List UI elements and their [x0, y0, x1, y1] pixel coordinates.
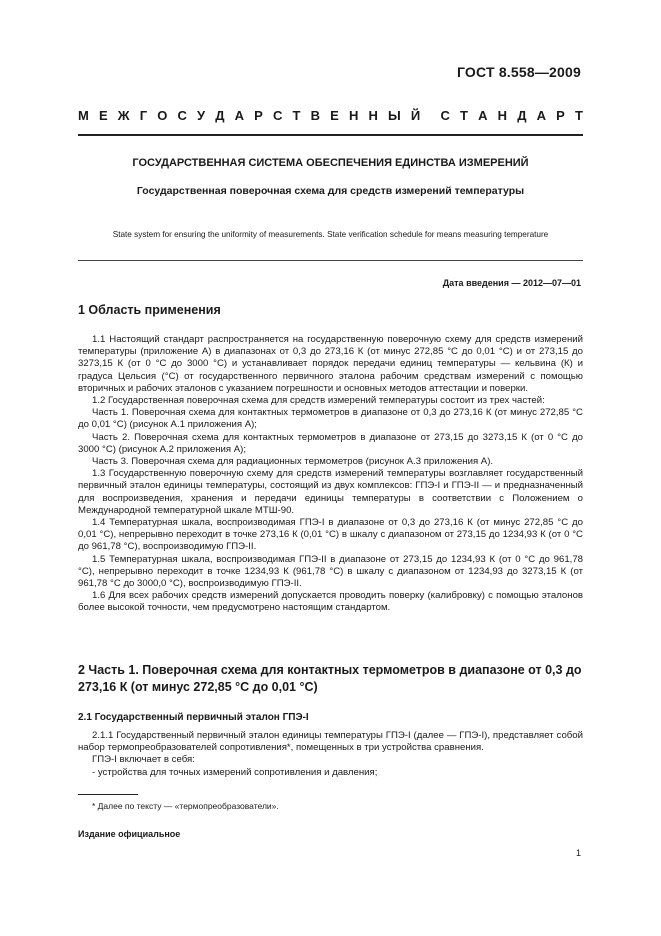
- title-divider: [78, 260, 583, 261]
- document-subtitle: Государственная поверочная схема для средств измерений температуры: [136, 185, 525, 197]
- paragraph: Часть 1. Поверочная схема для контактных термометров в диапазоне от 0,3 до 273,16 К (от минус 272,85 °С до 0,01 °С) (рисунок А.1 приложения А);: [78, 407, 583, 431]
- footnote: * Далее по тексту — «термопреобразователи».: [92, 801, 279, 811]
- subsection-2-1-heading: 2.1 Государственный первичный эталон ГПЭ-I: [78, 712, 309, 723]
- paragraph: 1.1 Настоящий стандарт распространяется на государственную поверочную схему для средств измерений температуры (приложение А) в диапазонах от 0,3 до 273,16 К (от минус 272,85 °С до 0,01 °С) и от 273,15 до 3273,15 К (от 0 °С до 3000 °С) и устанавливает порядок передачи единиц температуры — кельвина (К) и градуса Цельсия (°С) от государственного первичного эталона рабочим средствам измерений с помощью вторичных и рабочих эталонов с указанием погрешности и основных методов аттестации и поверки.: [78, 334, 583, 394]
- banner-letter: В: [310, 108, 320, 123]
- banner-letter: Т: [460, 108, 468, 123]
- edition-label: Издание официальное: [78, 829, 181, 839]
- english-title: State system for ensuring the uniformity of measurements. State verification schedule for means measuring temperature: [112, 230, 549, 239]
- paragraph: - устройства для точных измерений сопротивления и давления;: [92, 766, 378, 778]
- paragraph: 1.6 Для всех рабочих средств измерений допускается проводить поверку (калибровку) с помощью эталонов более высокой точности, чем предусмотрено настоящим стандартом.: [78, 590, 583, 614]
- banner-letter: М: [78, 108, 89, 123]
- banner-letter: А: [234, 108, 245, 123]
- banner-letter: О: [157, 108, 168, 123]
- banner-letter: С: [177, 108, 187, 123]
- paragraph: 1.2 Государственная поверочная схема для средств измерений температуры состоит из трех частей:: [92, 395, 545, 407]
- paragraph: 2.1.1 Государственный первичный эталон единицы температуры ГПЭ-I (далее — ГПЭ-I), представляет собой набор термопреобразователей сопротивления*, помещенных в три устройства сравнения.: [78, 730, 583, 754]
- paragraph: Часть 2. Поверочная схема для контактных термометров в диапазоне от 273,15 до 3273,15 К (от 0 °С до 3000 °С) (рисунок А.2 приложения А);: [78, 431, 583, 455]
- paragraph: 1.5 Температурная шкала, воспроизводимая ГПЭ-II в диапазоне от 273,15 до 1234,93 К (от 0 °С до 961,78 °С), непрерывно переходит в точке 1234,93 К (961,78 °С) в шкалу с диапазоном от 1234,93 до 3273,15 К (от 961,78 °С до 3000,0 °С), воспроизводимую ГПЭ-II.: [78, 553, 583, 590]
- banner-letter: Н: [497, 108, 508, 123]
- banner-letter: Ы: [388, 108, 401, 123]
- document-code: ГОСТ 8.558—2009: [456, 64, 581, 80]
- banner-letter: Д: [215, 108, 225, 123]
- section-2-body: [78, 730, 583, 779]
- banner-letter: Т: [574, 108, 583, 123]
- banner-letter: Т: [292, 108, 301, 123]
- banner-letter: С: [272, 108, 283, 123]
- banner-letter: А: [536, 108, 546, 123]
- section-2-heading: 2 Часть 1. Поверочная схема для контактных термометров в диапазоне от 0,3 до 273,16 К (от минус 272,85 °С до 0,01 °С): [78, 663, 582, 694]
- introduction-date: Дата введения — 2012—07—01: [442, 278, 581, 288]
- header-divider: [78, 134, 583, 136]
- paragraph: 1.4 Температурная шкала, воспроизводимая ГПЭ-I в диапазоне от 0,3 до 273,16 К (от минус 272,85 °С до 0,01 °С), непрерывно переходит в точке 273,16 К (0,01 °С) в шкалу с диапазоном от 273,15 до 1234,93 К (от 0 °С до 961,78 °С), воспроизводимую ГПЭ-II.: [78, 517, 583, 553]
- section-1-body: [78, 334, 583, 615]
- banner-letter: Н: [348, 108, 359, 123]
- banner-letter: А: [478, 108, 488, 123]
- footnote-divider: [78, 794, 138, 795]
- paragraph: 1.3 Государственную поверочную схему для средств измерений температуры возглавляет государственный первичный эталон единицы температуры, состоящий из двух комплексов: ГПЭ-I и ГПЭ-II — и предназначенный для воспроизведения, хранения и передачи единицы температуры в соответствии с Положением о Международной температурной шкале МТШ-90.: [78, 468, 583, 516]
- banner-letter: Р: [254, 108, 263, 123]
- document-title: ГОСУДАРСТВЕННАЯ СИСТЕМА ОБЕСПЕЧЕНИЯ ЕДИНСТВА ИЗМЕРЕНИЙ: [132, 157, 529, 169]
- banner-letter: Р: [556, 108, 565, 123]
- banner-letter: Д: [517, 108, 527, 123]
- banner-letter: Г: [139, 108, 148, 123]
- banner-letter: Е: [330, 108, 339, 123]
- banner-letter: С: [440, 108, 450, 123]
- banner-letter: У: [197, 108, 206, 123]
- standard-banner: [78, 108, 583, 123]
- paragraph: Часть 3. Поверочная схема для радиационных термометров (рисунок А.3 приложения А).: [92, 456, 494, 468]
- paragraph: ГПЭ-I включает в себя:: [92, 754, 195, 766]
- page-number: 1: [575, 848, 581, 858]
- section-1-heading: 1 Область применения: [78, 303, 221, 317]
- banner-letter: Ж: [117, 108, 130, 123]
- banner-letter: Е: [98, 108, 108, 123]
- banner-letter: Й: [410, 108, 421, 123]
- banner-letter: Н: [368, 108, 378, 123]
